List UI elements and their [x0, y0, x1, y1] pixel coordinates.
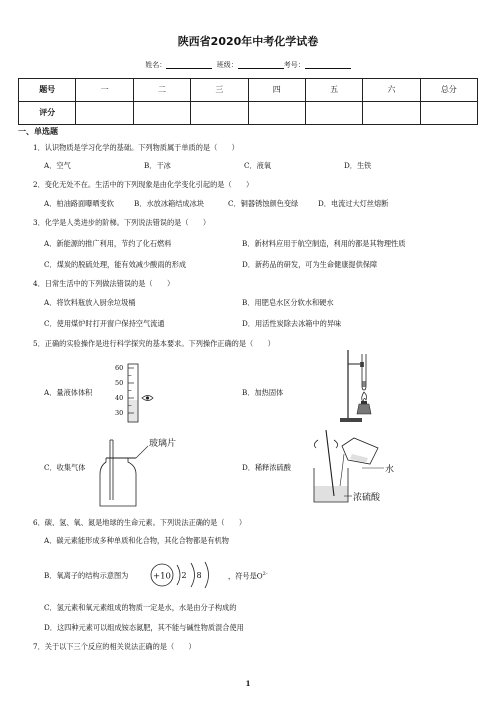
ion-charge: 2-: [262, 571, 268, 577]
option-6b-symbol-text: ，符号是: [228, 571, 257, 581]
option-6b[interactable]: [44, 572, 128, 579]
heating-solid-figure: [336, 348, 380, 424]
option-6b-text: B．氧离子的结构示意图为: [44, 571, 129, 580]
option-6c[interactable]: C．氢元素和氧元素组成的物质一定是水，水是由分子构成的: [44, 603, 237, 612]
score-header-cell: 一: [76, 79, 133, 102]
number-field[interactable]: [305, 60, 351, 69]
oxygen-ion-structure-diagram: [142, 560, 222, 590]
score-header-cell: 六: [363, 79, 420, 102]
option-3c[interactable]: C．煤炭的脱硫处理，能有效减少酸雨的形成: [44, 260, 187, 269]
option-4a[interactable]: A．将饮料瓶放入厨余垃圾桶: [44, 298, 136, 307]
class-field[interactable]: [238, 60, 284, 69]
student-info-line: [0, 60, 496, 69]
option-5a[interactable]: A．量液体体积: [44, 388, 93, 397]
water-label: 水: [385, 465, 395, 475]
question-stem: 3．化学是人类进步的阶梯。下列说法错误的是（ ）: [33, 218, 211, 227]
option-6b-tail: [228, 572, 268, 580]
cylinder-tick-label: 40: [115, 394, 124, 402]
question-stem: 2．变化无处不在。生活中的下列现象是由化学变化引起的是（ ）: [33, 180, 254, 189]
collecting-gas-figure: [96, 434, 192, 510]
option-3b[interactable]: B．新材料应用于航空制造，利用的都是其物理性质: [242, 239, 406, 248]
score-input-cell[interactable]: [248, 102, 305, 125]
score-input-cell[interactable]: [363, 102, 420, 125]
score-header-cell: 总分: [420, 79, 477, 102]
acid-label: 浓硫酸: [353, 493, 381, 503]
option-1c[interactable]: C．液氧: [244, 161, 272, 170]
shell-electrons-2: 8: [196, 571, 202, 580]
score-input-cell[interactable]: [420, 102, 477, 125]
option-4c[interactable]: C．使用煤炉时打开窗户保持空气流通: [44, 319, 165, 328]
option-2b[interactable]: B．水放冰箱结成冰块: [134, 199, 204, 208]
option-2d[interactable]: D．电流过大灯丝熔断: [318, 199, 389, 208]
shell-electrons-1: 2: [181, 571, 187, 580]
score-input-cell[interactable]: [191, 102, 248, 125]
question-stem: 1．认识物质是学习化学的基础。下列物质属于单质的是（ ）: [33, 143, 239, 152]
option-4d[interactable]: D．用活性炭除去冰箱中的异味: [242, 319, 342, 328]
number-label: 考号：: [283, 61, 305, 69]
score-input-cell[interactable]: [305, 102, 362, 125]
option-5b[interactable]: B．加热固体: [242, 388, 284, 397]
glass-plate-label: 玻璃片: [149, 439, 177, 449]
measuring-cylinder-figure: [108, 362, 168, 424]
option-5d[interactable]: D．稀释浓硫酸: [242, 463, 291, 472]
score-table-header-row: [19, 79, 478, 102]
score-row-label: 评分: [19, 102, 76, 125]
cylinder-tick-label: 50: [115, 379, 124, 387]
name-label: 姓名：: [145, 61, 167, 69]
score-input-cell[interactable]: [76, 102, 133, 125]
section-heading: 一、单选题: [18, 127, 58, 136]
question-stem: 5．正确的实验操作是进行科学探究的基本要求。下列操作正确的是（ ）: [33, 339, 275, 348]
page-number: 1: [245, 679, 251, 688]
ion-symbol: O: [256, 571, 263, 581]
eye-icon: [142, 396, 153, 401]
question-stem: 4．日常生活中的下列做法错误的是（ ）: [33, 279, 175, 288]
page-title: 陕西省2020年中考化学试卷: [177, 35, 319, 48]
nucleus-charge: +10: [153, 571, 171, 582]
score-table: [18, 78, 478, 125]
option-2a[interactable]: A．柏油路面曝晒变软: [44, 199, 114, 208]
cylinder-tick-label: 30: [115, 409, 124, 417]
option-3a[interactable]: A．新能源的推广利用，节约了化石燃料: [44, 239, 172, 248]
score-header-cell: 题号: [19, 79, 76, 102]
option-1b[interactable]: B．干冰: [144, 161, 171, 170]
score-header-cell: 三: [191, 79, 248, 102]
option-2c[interactable]: C．铜器锈蚀颜色变绿: [228, 199, 299, 208]
score-table-score-row: [19, 102, 478, 125]
class-label: 班级：: [216, 61, 238, 69]
option-3d[interactable]: D．新药品的研发，可为生命健康提供保障: [242, 260, 378, 269]
score-input-cell[interactable]: [133, 102, 190, 125]
name-field[interactable]: [166, 60, 212, 69]
option-1a[interactable]: A．空气: [44, 161, 71, 170]
question-stem: 7．关于以下三个反应的相关说法正确的是（ ）: [33, 642, 196, 651]
cylinder-tick-label: 60: [115, 364, 124, 372]
option-4b[interactable]: B．用肥皂水区分软水和硬水: [242, 298, 334, 307]
score-header-cell: 二: [133, 79, 190, 102]
option-5c[interactable]: C．收集气体: [44, 463, 86, 472]
score-header-cell: 四: [248, 79, 305, 102]
question-stem: 6．碳、氢、氧、氮是地球的生命元素。下列说法正确的是（ ）: [33, 518, 247, 527]
option-1d[interactable]: D．生铁: [344, 161, 372, 170]
score-header-cell: 五: [305, 79, 362, 102]
option-6a[interactable]: A．碳元素能形成多种单质和化合物，其化合物都是有机物: [44, 536, 229, 545]
option-6d[interactable]: D．这四种元素可以组成铵态氮肥，其不能与碱性物质混合使用: [44, 623, 244, 632]
diluting-acid-figure: [308, 424, 408, 510]
